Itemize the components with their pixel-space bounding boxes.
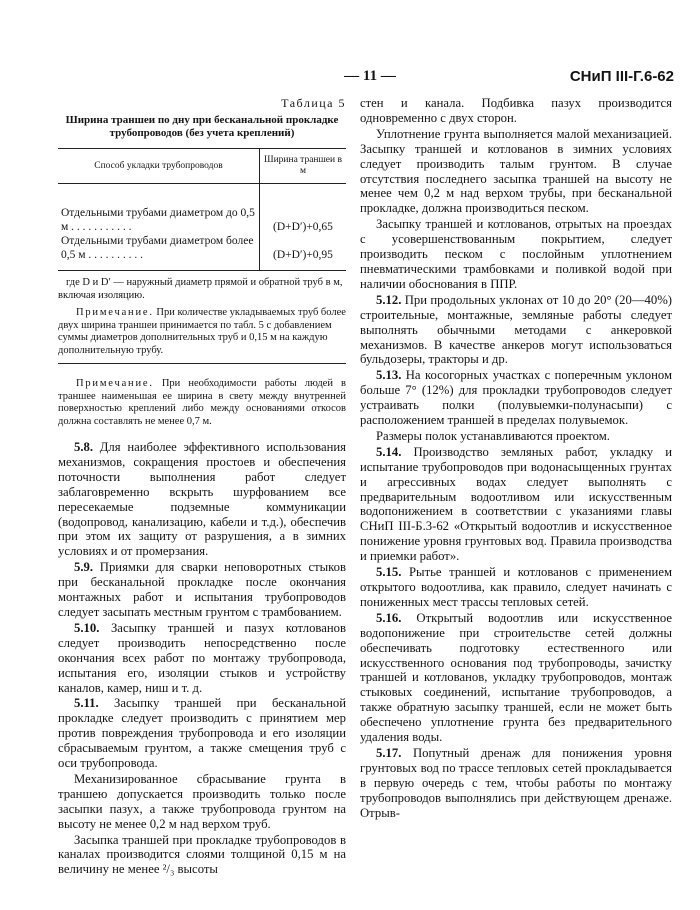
cell-width-row2	[260, 234, 347, 270]
paragraph-shelf-size: Размеры полок устанавливаются проектом.	[376, 428, 610, 443]
table-note-text: При количестве укладываемых труб более двух ширина траншеи принимается по табл. 5 с добавлением суммы диаметров дополнительных труб и 0,15 м на каждую дополнительную трубу.	[58, 307, 346, 356]
paragraph-5-13	[360, 368, 672, 428]
width-value-row2: (D+D′)+0,95	[273, 249, 333, 261]
paragraph-text: Производство земляных работ, укладку и испытание трубопроводов при водонасыщенных грунтах и агрессивных водах следует выполнять с предварительным водоотливом или искусственным водопонижением в соответствии с указаниями главы СНиП III-Б.3-62 «Открытый водоотлив и искусственное понижение уровня грунтовых вод. Правила производства и приемки работ».	[360, 444, 672, 564]
general-note	[58, 378, 346, 428]
clause-number: 5.10.	[74, 620, 100, 635]
left-column	[58, 96, 346, 878]
right-column	[360, 96, 672, 822]
paragraph-5-17	[360, 746, 672, 821]
table-caption: Ширина траншеи по дну при бесканальной прокладке трубопроводов (без учета креплений)	[65, 114, 339, 139]
table-row	[58, 234, 346, 270]
paragraph-roadway-backfill: Засыпку траншей и котлованов, отрытых на проездах с усовершенствованным покрытием, следует производить песком с послойным уплотнением пневматическими трамбовками и поливкой водой при наличии обоснования в ППР.	[360, 217, 672, 291]
paragraph-5-10	[58, 621, 346, 696]
col-header-width: Ширина траншеи в м	[260, 149, 347, 184]
clause-number: 5.15.	[376, 565, 402, 580]
paragraph-5-14	[360, 445, 672, 564]
document-code: СНиП III-Г.6-62	[569, 68, 674, 85]
cell-method-row1: Отдельными трубами диаметром до 0,5 м . . . . . . . . . . .	[61, 207, 255, 233]
width-value-row1: (D+D′)+0,65	[273, 221, 333, 233]
clause-number: 5.12.	[376, 292, 402, 307]
table-note-label: Примечание.	[76, 307, 154, 318]
paragraph-5-11	[58, 696, 346, 771]
table-row	[58, 184, 346, 235]
trench-width-table	[58, 148, 346, 270]
paragraph-5-12	[360, 293, 672, 368]
clause-number: 5.14.	[376, 444, 402, 459]
paragraph-text: Открытый водоотлив или искусственное водопонижение при строительстве сетей должны обеспечивать подготовку естественного или искусственного основания под трубопроводы, зачистку траншей и котлованов, укладку трубопроводов, монтаж стыковых соединений, испытание трубопроводов, а также обратную засыпку траншей, если не может быть обеспечено уплотнение грунта без предварительного удаления воды.	[360, 610, 672, 745]
paragraph-continuation: стен и канала. Подбивка пазух производится одновременно с двух сторон.	[360, 96, 672, 125]
table-header-row	[58, 149, 346, 184]
table-legend: где D и D′ — наружный диаметр прямой и обратной труб в м, включая изоляцию.	[58, 277, 343, 301]
paragraph-5-8	[58, 440, 346, 559]
clause-number: 5.13.	[376, 368, 402, 383]
paragraph-5-9	[58, 560, 346, 620]
table-note	[58, 307, 346, 364]
clause-number: 5.16.	[376, 610, 402, 625]
paragraph-text: Засыпку траншей и пазух котлованов следует производить непосредственно после окончания всех работ по монтажу трубопровода, испытания его, изоляции стыков и устройству каналов, камер, ниш и т. д.	[58, 620, 346, 695]
table-footer	[58, 270, 346, 364]
general-note-label: Примечание.	[76, 378, 154, 389]
paragraph-text: Приямки для сварки неповоротных стыков при бесканальной прокладке после окончания монтажных работ и испытания трубопроводов следует засыпать местным грунтом с трамбованием.	[58, 560, 347, 619]
page-number: — 11 —	[344, 68, 396, 84]
paragraph-text: Попутный дренаж для понижения уровня грунтовых вод по трассе тепловых сетей прокладывается в первую очередь с тем, чтобы работы по монтажу трубопроводов выполнялись при действующем дренаже. Отрыв-	[360, 745, 672, 820]
clause-number: 5.8.	[74, 440, 94, 454]
table-label: Таблица 5	[281, 96, 346, 110]
paragraph-text: Рытье траншей и котлованов с применением открытого водоотлива, как правило, следует начинать с пониженных мест трассы тепловых сетей.	[360, 565, 673, 609]
paragraph-5-15	[360, 565, 672, 610]
paragraph-5-16	[360, 611, 672, 745]
clause-number: 5.11.	[74, 696, 99, 711]
clause-number: 5.9.	[74, 560, 94, 575]
paragraph-channel-backfill: Засыпка траншей при прокладке трубопроводов в каналах производится слоями толщиной 0,15 м на величину не менее ²/₃ высоты	[58, 832, 346, 877]
paragraph-text: На косогорных участках с поперечным уклоном больше 7° (12%) для прокладки трубопроводов следует устраивать полки (полувыемки-полунасыпи) с расположением траншей в пределах полувыемок.	[360, 368, 672, 428]
cell-method-row2: Отдельными трубами диаметром более 0,5 м . . . . . . . . . .	[61, 235, 254, 261]
paragraph-text: Засыпку траншей при бесканальной прокладке следует производить с принятием мер против повреждения трубопровода и его изоляции сбрасываемым грунтом, а также смещения труб с оси трубопровода.	[58, 696, 346, 771]
cell-width-row1	[260, 184, 347, 235]
paragraph-compaction: Уплотнение грунта выполняется малой механизацией. Засыпку траншей и котлованов в зимних условиях следует производить талым грунтом. В случае отсутствия последнего засыпка траншей на высоту не менее чем 0,2 м над верхом трубы, при бесканальной прокладке, должна производиться песком.	[360, 126, 672, 216]
clause-number: 5.17.	[376, 745, 402, 760]
paragraph-mechanized-dumping: Механизированное сбрасывание грунта в траншею допускается производить только после засыпки пазух, а также трубопровода грунтом на высоту не менее 0,2 м над верхом труб.	[58, 771, 346, 831]
paragraph-text: Для наиболее эффективного использования механизмов, сокращения простоев и обеспечения поточности выполнения работ следует заблаговременно вскрыть шурфованием все пересекаемые подземные коммуникации (водопровод, канализацию, кабели и т.д.), обеспечив при этом их защиту от разрушения, а в зимних условиях и от промерзания.	[58, 440, 346, 559]
col-header-method: Способ укладки трубопроводов	[58, 149, 260, 184]
paragraph-text: При продольных уклонах от 10 до 20° (20—40%) строительные, монтажные, земляные работы следует выполнять обычными методами с анкеровкой механизмов. В качестве анкеров могут использоваться бульдозеры, тракторы и др.	[360, 292, 673, 367]
general-note-text: При необходимости работы людей в траншее наименьшая ее ширина в свету между внутренней поверхностью креплений либо между основаниями откосов должна составлять не менее 0,7 м.	[58, 378, 346, 427]
